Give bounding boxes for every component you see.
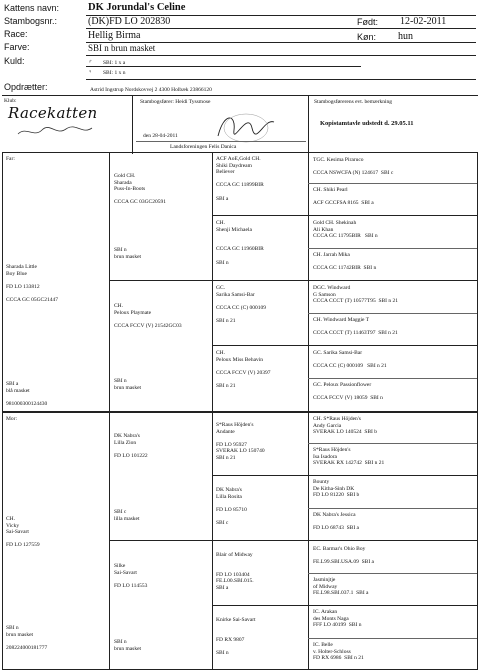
father-ggp-4: CH. Peloux Miss Behavin CCCA FCCV (V) 20397 SBI n 21: [216, 350, 271, 389]
mother-label: Mor:: [6, 416, 17, 422]
mother-ggp-1: S*Raus Höjden's Andante FD LO 95927 SVERAK LO 150740 SBI n 21: [216, 422, 265, 461]
grid-line: [308, 183, 477, 184]
sex-value: hun: [398, 31, 413, 42]
mother-name: CH. Vicky Sai-Savart FD LO 127559: [6, 516, 40, 549]
male-litter: SBI: 1 x a: [103, 60, 126, 66]
father-ggp-2: CH. Shenji Michaela CCCA GC 11960BIR SBI n: [216, 220, 264, 266]
rule: [136, 141, 306, 142]
date-line: den 28-04-2011: [143, 133, 178, 139]
mother-ggp-2: DK Nabra's Lilla Rosita FD LO 85710 SBI c: [216, 487, 247, 526]
breeder-signature-icon: [16, 122, 96, 140]
grid-line: [212, 475, 478, 476]
breeder-value: Astrid Ingstrup Nordskovvej 2 4300 Holbæk 23866120: [90, 87, 212, 93]
mother-color: SBI n brun masket 208224000181777: [6, 625, 48, 651]
divider: [132, 96, 133, 154]
mother-grandparent-2: Silke Sai-Savart FD LO 114553: [114, 563, 148, 589]
grid-line: [2, 411, 478, 413]
club-label: Klub:: [4, 98, 17, 104]
father-gggp-1: TGC. Kesima Piraruco CCCA NSWCFA (N) 124617 SBI c: [313, 157, 394, 177]
father-grandparent-1-color: SBI n brun masket: [114, 247, 142, 260]
mother-gggp-5: EC. Barmar's Ohio Boy FE.L99.SBI.USA.09 SBI a: [313, 546, 374, 566]
rule: [86, 55, 476, 56]
rule: [86, 79, 476, 80]
cat-name: DK Jorundal's Celine: [88, 2, 186, 13]
father-color: SBI a blå masket 981000300124430: [6, 381, 48, 407]
mother-ggp-3: Blair of Midway FD LO 103404 FE.L00.SBI.015. SBI a: [216, 552, 254, 591]
color-value: SBI n brun masket: [88, 43, 156, 53]
father-ggp-1: ACF AoE,Gold CH. Shiki Daydream Believer CCCA GC 11899BIR SBI a: [216, 156, 264, 202]
grid-line: [308, 638, 477, 639]
grid-line: [308, 573, 477, 574]
father-gggp-3: Gold CH. Shekinah Ali Khan CCCA GC 11795BIR SBI n: [313, 220, 378, 240]
breeder-label: Opdrætter:: [4, 82, 48, 92]
father-gggp-4: CH. Jarrah Mika CCCA GC 11742BIR SBI n: [313, 252, 377, 272]
grid-line: [308, 313, 477, 314]
father-gggp-8: GC. Peloux Passionflower CCCA FCCV (V) 18059 SBI n: [313, 382, 383, 402]
mother-gggp-6: Jasminjtje of Midway FE.L98.SBI.037.1 SBI a: [313, 577, 369, 597]
keeper-label: Stambogsfører: Heidi Tyssmose: [140, 99, 211, 105]
sex-label: Køn:: [357, 32, 377, 42]
mother-gggp-3: Bounty De Kitha-Sinh DK FD LO 81220 SBI b: [313, 479, 360, 499]
rule: [2, 95, 478, 96]
notes-value: Kopistamtavle udstedt d. 29.05.11: [320, 120, 414, 127]
reg-label: Stambogsnr.:: [4, 16, 58, 26]
father-grandparent-2-color: SBI n brun masket: [114, 378, 142, 391]
born-label: Født:: [357, 17, 379, 27]
grid-line: [109, 280, 478, 281]
notes-label: Stambogsførerens evt. bemærkning: [314, 99, 393, 105]
father-grandparent-2: CH. Peloux Playmate CCCA FCCV (V) 21542GC03: [114, 303, 182, 329]
mother-gggp-2: S*Raus Höjden's Isa Isadora SVERAK RX 142742 SBI n 21: [313, 447, 385, 467]
mother-gggp-4: DK Nabra's Jessica FD LO 68743 SBI a: [313, 512, 359, 532]
grid-line: [308, 248, 477, 249]
born-value: 12-02-2011: [400, 16, 447, 27]
club-logo: Racekatten: [8, 104, 98, 122]
color-label: Farve:: [4, 42, 30, 52]
race-label: Race:: [4, 29, 28, 39]
father-grandparent-1: Gold CH. Sharada Puss-In-Boots CCCA GC 03GC20591: [114, 173, 166, 206]
reg-value: (DK)FD LO 202830: [88, 16, 171, 27]
father-name: Sharada Little Boy Blue FD LO 133812 CCCA GC 05GC21447: [6, 264, 58, 303]
rule: [86, 66, 361, 67]
rule: [2, 152, 478, 153]
mother-gggp-8: IC. Belle v. Holter-Schloss FD RX 6986 SBI n 21: [313, 642, 364, 662]
father-gggp-6: CH. Windward Maggie T CCCA CCCT (T) 11463T97 SBI n 21: [313, 317, 398, 337]
grid-line: [212, 345, 478, 346]
grid-line: [2, 669, 478, 670]
grid-line: [212, 605, 478, 606]
father-gggp-7: GC. Sarika Samsi-Bar CCCA CC (C) 000109 SBI n 21: [313, 350, 387, 370]
female-symbol: ♀: [88, 69, 93, 75]
grid-line: [212, 215, 478, 216]
father-gggp-5: DGC. Windward G Samson CCCA CCCT (T) 10577T95 SBI n 21: [313, 285, 399, 305]
father-gggp-2: CH. Shiki Pearl ACF GCCFSA 8165 SBI a: [313, 187, 374, 207]
mother-gggp-1: CH. S*Raus Höjden's Andy Garcia SVERAK LO 140524 SBI b: [313, 416, 378, 436]
litter-label: Kuld:: [4, 56, 25, 66]
rule: [86, 28, 476, 29]
cat-name-label: Kattens navn:: [4, 3, 60, 13]
mother-grandparent-1: DK Nabra's Lilla Zion FD LO 101222: [114, 433, 148, 459]
mother-gggp-7: IC. Arakan des Monts Naga FFF LO 40199 SBI n: [313, 609, 362, 629]
divider: [308, 96, 309, 154]
grid-line: [308, 508, 477, 509]
grid-line: [109, 540, 478, 541]
mother-grandparent-1-color: SBI c lilla masket: [114, 509, 140, 522]
female-litter: SBI: 1 x n: [103, 70, 126, 76]
grid-line: [308, 443, 477, 444]
male-symbol: ♂: [88, 59, 93, 65]
father-label: Far:: [6, 156, 15, 162]
grid-line: [308, 378, 477, 379]
race-value: Hellig Birma: [88, 30, 141, 41]
father-ggp-3: GC. Sarika Samsi-Bar CCCA CC (C) 000109 SBI n 21: [216, 285, 266, 324]
mother-grandparent-2-color: SBI n brun masket: [114, 639, 142, 652]
mother-ggp-4: Knirke Sai-Savart FD RX 9807 SBI n: [216, 617, 256, 656]
federation: Landsforeningen Felis Danica: [170, 144, 237, 150]
